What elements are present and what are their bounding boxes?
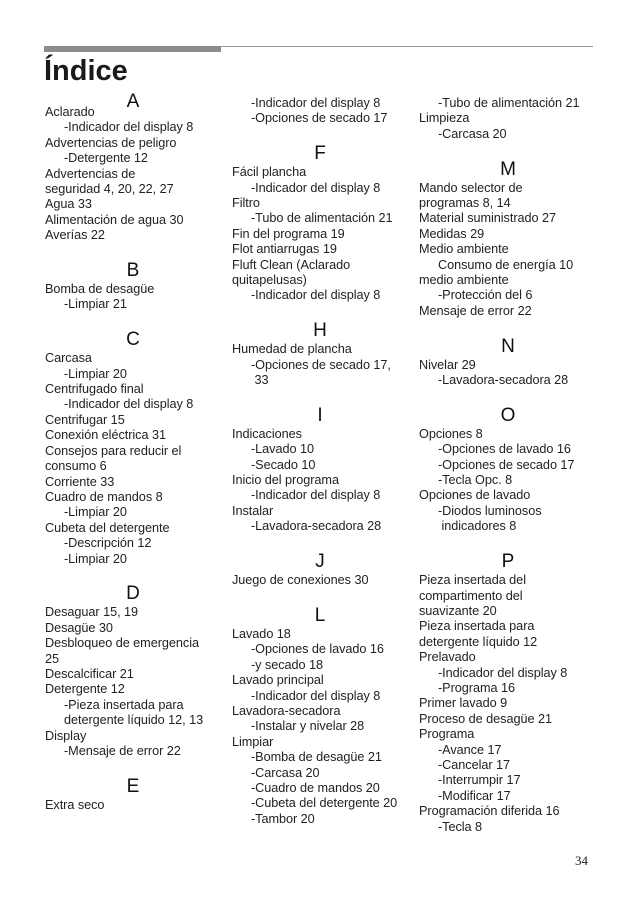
- index-subentry: -Protección del 6: [438, 288, 533, 303]
- section-letter-heading: O: [500, 404, 516, 426]
- index-section-a: [45, 90, 221, 244]
- index-entry: 25: [45, 651, 60, 666]
- index-entry: Nivelar 29: [419, 357, 476, 372]
- index-entry: Conexión eléctrica 31: [45, 428, 166, 443]
- index-entry-list: [419, 573, 597, 835]
- index-entry: Pieza insertada del: [419, 573, 526, 588]
- index-subentry: -Indicador del display 8: [251, 688, 381, 703]
- index-entry: Carcasa: [45, 351, 92, 366]
- index-entry: Mando selector de: [419, 180, 523, 195]
- index-subentry: -Limpiar 20: [64, 551, 127, 566]
- index-section-d: [45, 567, 221, 759]
- index-entry: Advertencias de: [45, 166, 136, 181]
- index-entry: compartimento del: [419, 588, 523, 603]
- index-subentry: -Carcasa 20: [438, 126, 507, 141]
- index-entry: Limpiar: [232, 734, 274, 749]
- index-subentry: -Opciones de secado 17,: [251, 357, 391, 372]
- index-section-c: [45, 313, 221, 567]
- index-section-continued: [232, 96, 408, 127]
- index-entry: Humedad de plancha: [232, 342, 352, 357]
- index-entry: medio ambiente: [419, 273, 509, 288]
- index-subentry: -Cubeta del detergente 20: [251, 796, 398, 811]
- section-spacer: [232, 127, 408, 142]
- index-entry: Averías 22: [45, 228, 105, 243]
- index-section-f: [232, 127, 408, 304]
- index-subentry: -Limpiar 20: [64, 505, 127, 520]
- index-subentry: -Opciones de secado 17: [251, 111, 388, 126]
- index-section-e: [45, 759, 221, 813]
- index-entry-list: [419, 181, 597, 320]
- index-subentry: -Limpiar 20: [64, 366, 127, 381]
- index-entry-list: [419, 427, 597, 535]
- index-section-i: [232, 388, 408, 534]
- index-entry: Desbloqueo de emergencia: [45, 636, 199, 651]
- index-entry-list: [232, 427, 408, 535]
- index-subentry: -Carcasa 20: [251, 765, 320, 780]
- section-spacer: [419, 388, 597, 403]
- index-subentry: -Secado 10: [251, 457, 316, 472]
- index-entry: suavizante 20: [419, 603, 497, 618]
- section-letter-heading: L: [314, 604, 326, 626]
- index-subentry: -Limpiar 21: [64, 297, 127, 312]
- section-spacer: [419, 535, 597, 550]
- section-letter-heading: P: [501, 551, 515, 573]
- index-subentry: -Diodos luminosos: [438, 503, 542, 518]
- index-entry: Advertencias de peligro: [45, 135, 177, 150]
- index-entry: Proceso de desagüe 21: [419, 711, 552, 726]
- index-entry: Fácil plancha: [232, 165, 307, 180]
- index-subentry: -Tubo de alimentación 21: [438, 96, 580, 110]
- index-subentry: -Tecla 8: [438, 819, 483, 834]
- index-entry-list: [232, 342, 408, 388]
- index-entry: Lavadora-secadora: [232, 703, 341, 718]
- section-letter-heading: C: [126, 329, 140, 351]
- index-entry: Lavado 18: [232, 626, 291, 641]
- index-entry: Material suministrado 27: [419, 211, 557, 226]
- index-entry-list: [45, 605, 221, 759]
- index-entry: Display: [45, 728, 87, 743]
- index-subentry: -Interrumpir 17: [438, 773, 521, 788]
- index-entry: Opciones 8: [419, 426, 483, 441]
- section-letter-heading: M: [500, 158, 516, 180]
- index-subentry: -Indicador del display 8: [64, 120, 194, 135]
- index-entry: Centrifugado final: [45, 382, 144, 397]
- index-subentry: -Indicador del display 8: [251, 180, 381, 195]
- index-subentry: -Bomba de desagüe 21: [251, 750, 382, 765]
- section-spacer: [45, 759, 221, 774]
- index-entry: Alimentación de agua 30: [45, 212, 184, 227]
- index-subentry: -Tecla Opc. 8: [438, 473, 513, 488]
- index-section-p: [419, 535, 597, 835]
- section-letter-heading: E: [126, 775, 140, 797]
- index-entry: quitapelusas): [232, 273, 307, 288]
- index-column-1: [45, 90, 221, 813]
- index-entry: Primer lavado 9: [419, 696, 508, 711]
- section-spacer: [45, 244, 221, 259]
- page-title: Índice: [44, 55, 128, 87]
- index-entry: Detergente 12: [45, 682, 125, 697]
- index-entry: Fin del programa 19: [232, 226, 345, 241]
- index-entry: Prelavado: [419, 650, 476, 665]
- index-entry: Medidas 29: [419, 226, 485, 241]
- index-entry: Opciones de lavado: [419, 488, 531, 503]
- index-entry-list: [232, 627, 408, 827]
- section-spacer: [419, 142, 597, 157]
- section-letter-heading: F: [314, 143, 326, 165]
- index-subentry: -y secado 18: [251, 657, 324, 672]
- index-entry: Lavado principal: [232, 673, 324, 688]
- index-entry-list: [45, 798, 221, 813]
- index-entry-list: [45, 105, 221, 244]
- index-entry: Cuadro de mandos 8: [45, 489, 163, 504]
- index-entry-list: [419, 96, 597, 142]
- index-entry: Pieza insertada para: [419, 619, 535, 634]
- index-section-continued: [419, 96, 597, 142]
- index-subentry: -Pieza insertada para: [64, 697, 184, 712]
- index-subentry: -Detergente 12: [64, 151, 148, 166]
- page-number: 34: [575, 853, 588, 868]
- index-entry: Filtro: [232, 196, 260, 211]
- index-subentry: -Indicador del display 8: [251, 288, 381, 303]
- index-entry: Inicio del programa: [232, 473, 339, 488]
- index-entry: Consejos para reducir el: [45, 443, 182, 458]
- index-subentry: -Lavadora-secadora 28: [251, 519, 382, 534]
- section-letter-heading: J: [315, 551, 325, 573]
- index-subentry: 33: [251, 373, 269, 388]
- index-section-h: [232, 304, 408, 389]
- index-entry: Limpieza: [419, 111, 470, 126]
- index-entry: Juego de conexiones 30: [232, 573, 369, 588]
- index-subentry: detergente líquido 12, 13: [64, 713, 204, 728]
- index-entry: Agua 33: [45, 197, 92, 212]
- index-subentry: -Indicador del display 8: [64, 397, 194, 412]
- section-spacer: [232, 589, 408, 604]
- section-letter-heading: N: [501, 335, 515, 357]
- section-letter-heading: H: [313, 320, 327, 342]
- index-subentry: -Opciones de lavado 16: [438, 442, 571, 457]
- index-entry: Extra seco: [45, 797, 105, 812]
- index-subentry: -Indicador del display 8: [251, 488, 381, 503]
- index-column-3: [419, 96, 597, 835]
- index-subentry: -Mensaje de error 22: [64, 743, 181, 758]
- index-subentry: -Descripción 12: [64, 536, 152, 551]
- index-subentry: -Modificar 17: [438, 788, 511, 803]
- index-entry: Indicaciones: [232, 426, 302, 441]
- section-spacer: [232, 304, 408, 319]
- index-section-o: [419, 388, 597, 534]
- index-entry: Flot antiarrugas 19: [232, 242, 337, 257]
- index-entry: Aclarado: [45, 105, 95, 119]
- index-entry-list: [232, 165, 408, 304]
- index-entry: detergente líquido 12: [419, 634, 538, 649]
- index-entry: Desaguar 15, 19: [45, 605, 139, 620]
- section-letter-heading: I: [317, 404, 323, 426]
- index-subentry: -Avance 17: [438, 742, 502, 757]
- index-entry-list: [45, 282, 221, 313]
- index-column-2: [232, 96, 408, 827]
- index-entry: seguridad 4, 20, 22, 27: [45, 182, 174, 197]
- section-letter-heading: B: [126, 260, 140, 282]
- section-spacer: [419, 319, 597, 334]
- section-spacer: [45, 567, 221, 582]
- index-subentry: -Instalar y nivelar 28: [251, 719, 365, 734]
- index-subentry: -Tambor 20: [251, 811, 315, 826]
- index-entry: consumo 6: [45, 459, 107, 474]
- index-entry-list: [232, 573, 408, 588]
- index-entry: Programa: [419, 727, 475, 742]
- index-entry: Corriente 33: [45, 474, 115, 489]
- index-section-b: [45, 244, 221, 313]
- index-entry-list: [45, 351, 221, 567]
- index-subentry: -Indicador del display 8: [438, 665, 568, 680]
- index-subentry: -Cuadro de mandos 20: [251, 780, 380, 795]
- index-section-l: [232, 589, 408, 828]
- index-entry: Fluft Clean (Aclarado: [232, 257, 351, 272]
- index-subentry: indicadores 8: [438, 519, 517, 534]
- index-entry-list: [419, 358, 597, 389]
- section-letter-heading: A: [126, 91, 140, 112]
- section-spacer: [232, 535, 408, 550]
- index-subentry: -Lavado 10: [251, 442, 314, 457]
- index-section-n: [419, 319, 597, 388]
- index-entry: Mensaje de error 22: [419, 303, 532, 318]
- index-entry: Medio ambiente: [419, 242, 509, 257]
- index-subentry: -Indicador del display 8: [251, 96, 381, 110]
- index-entry: Programación diferida 16: [419, 804, 560, 819]
- index-entry: Instalar: [232, 503, 274, 518]
- index-entry: Descalcificar 21: [45, 666, 134, 681]
- index-entry: programas 8, 14: [419, 196, 511, 211]
- index-entry: Desagüe 30: [45, 620, 113, 635]
- index-subentry: -Opciones de secado 17: [438, 457, 575, 472]
- section-letter-heading: D: [126, 583, 140, 605]
- section-spacer: [232, 388, 408, 403]
- header-accent-bar: [44, 46, 221, 52]
- index-subentry: -Tubo de alimentación 21: [251, 211, 393, 226]
- index-entry-list: [232, 96, 408, 127]
- index-subentry: -Programa 16: [438, 680, 515, 695]
- index-subentry: Consumo de energía 10: [438, 257, 574, 272]
- index-subentry: -Opciones de lavado 16: [251, 642, 384, 657]
- index-entry: Cubeta del detergente: [45, 520, 170, 535]
- index-section-j: [232, 535, 408, 589]
- index-entry: Bomba de desagüe: [45, 282, 155, 297]
- section-spacer: [45, 313, 221, 328]
- index-subentry: -Cancelar 17: [438, 757, 511, 772]
- index-entry: Centrifugar 15: [45, 412, 125, 427]
- index-section-m: [419, 142, 597, 319]
- index-subentry: -Lavadora-secadora 28: [438, 373, 569, 388]
